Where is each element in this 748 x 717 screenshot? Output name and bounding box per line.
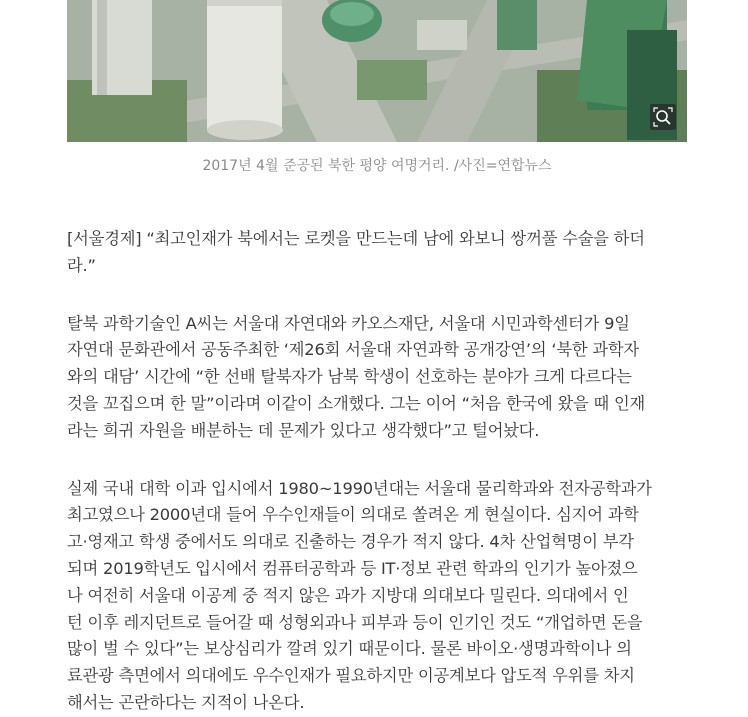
- text-line: 와의 대담’ 시간에 “한 선배 탈북자가 남북 학생이 선호하는 분야가 크게 다르다는: [67, 367, 632, 387]
- text-line: 고·영재고 학생 중에서도 의대로 진출하는 경우가 적지 않다. 4차 산업혁명이 부각: [67, 532, 634, 552]
- magnifier-icon: [650, 104, 676, 130]
- text-line: 실제 국내 대학 이과 입시에서 1980~1990년대는 서울대 물리학과와 전자공학과가: [67, 478, 652, 498]
- text-line: [서울경제] “최고인재가 북에서는 로켓을 만드는데 남에 와보니 쌍꺼풀 수술을 하더: [67, 229, 645, 248]
- text-line: 료관광 측면에서 의대에도 우수인재가 필요하지만 이공계보다 압도적 우위를 차지: [67, 666, 635, 686]
- city-aerial-image: [67, 0, 687, 142]
- text-line: 해서는 곤란하다는 지적이 나온다.: [67, 692, 305, 712]
- text-line: 탈북 과학기술인 A씨는 서울대 자연대와 카오스재단, 서울대 시민과학센터가 9일: [67, 313, 630, 333]
- article-body: [67, 226, 692, 717]
- text-line: 자연대 문화관에서 공동주최한 ‘제26회 서울대 자연과학 공개강연’의 ‘북한 과학자: [67, 340, 639, 360]
- article-photo: [67, 0, 687, 142]
- text-line: 최고였으나 2000년대 들어 우수인재들이 의대로 쏠려온 게 현실이다. 심지어 과학: [67, 505, 639, 525]
- text-line: 라는 희귀 자원을 배분하는 데 문제가 있다고 생각했다”고 털어놨다.: [67, 420, 540, 440]
- paragraph-lecture: [67, 311, 692, 445]
- text-line: 턴 이후 레지던트로 들어갈 때 성형외과나 피부과 등이 인기인 것도 “개업하면 돈을: [67, 612, 643, 632]
- paragraph-quote: [67, 226, 692, 280]
- text-line: 것을 꼬집으며 한 말”이라며 이같이 소개했다. 그는 이어 “처음 한국에 왔을 때 인재: [67, 393, 646, 413]
- photo-caption: 2017년 4월 준공된 북한 평양 여명거리. /사진=연합뉴스: [202, 158, 552, 174]
- text-line: 많이 벌 수 있다”는 보상심리가 깔려 있기 때문이다. 물론 바이오·생명과학이나 의: [67, 639, 632, 659]
- text-line: 라.”: [67, 255, 96, 275]
- text-line: 되며 2019학년도 입시에서 컴퓨터공학과 등 IT·정보 관련 학과의 인기가 높아졌으: [67, 558, 638, 578]
- paragraph-admissions: [67, 476, 692, 717]
- text-line: 나 여전히 서울대 이공계 중 적지 않은 과가 지방대 의대보다 밀린다. 의대에서 인: [67, 585, 629, 605]
- zoom-button[interactable]: [650, 104, 676, 130]
